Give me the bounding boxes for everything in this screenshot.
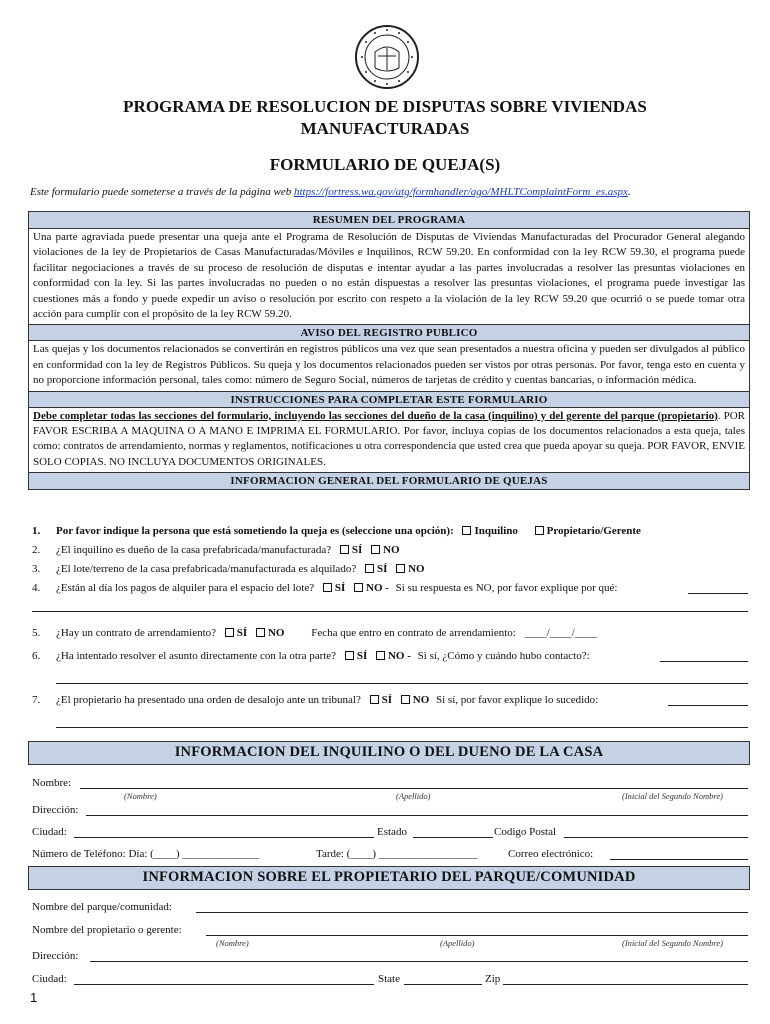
sub-nombre-prop: (Nombre) [216, 938, 249, 948]
question-2: 2. ¿El inquilino es dueño de la casa prefabricada/manufacturada? SÍ NO [32, 544, 400, 556]
checkbox-q5-si[interactable] [225, 628, 234, 637]
checkbox-q6-si[interactable] [345, 651, 354, 660]
propietario-label: Nombre del propietario o gerente: [32, 924, 182, 936]
direccion-prop-label: Dirección: [32, 950, 79, 962]
question-3: 3. ¿El lote/terreno de la casa prefabricada/manufacturada es alquilado? SÍ NO [32, 563, 425, 575]
sub-apellido-prop: (Apellido) [440, 938, 475, 948]
page-title-line1: PROGRAMA DE RESOLUCION DE DISPUTAS SOBRE VIVIENDAS [123, 97, 647, 116]
correo-label: Correo electrónico: [508, 848, 594, 860]
instrucciones-text: Debe completar todas las secciones del formulario, incluyendo las secciones del dueño de la casa (inquilino) y del gerente del parque (propietario). POR FAVOR ESCRIBA A MAQUINA O A MANO E IMPRIMA EL FORMULARIO. Por favor, incluya copias de los documentos relacionados a esta queja, tales como: contratos de arrendamiento, normas y reglamentos, notificaciones u otra correspondencia que usted crea que pueda apoyar su queja. POR FAVOR, ENVIE SOLO COPIAS. NO INCLUYA DOCUMENTOS ORIGINALES. [33, 409, 745, 468]
estado-input-line[interactable] [413, 837, 493, 838]
checkbox-q2-si[interactable] [340, 545, 349, 554]
propietario-input-line[interactable] [206, 935, 748, 936]
checkbox-propietario[interactable] [535, 526, 544, 535]
checkbox-q3-si[interactable] [365, 564, 374, 573]
aviso-heading: AVISO DEL REGISTRO PUBLICO [29, 324, 749, 341]
sub-apellido: (Apellido) [396, 791, 431, 801]
codigo-input-line[interactable] [564, 837, 748, 838]
checkbox-q2-no[interactable] [371, 545, 380, 554]
telefono-dia: Número de Teléfono: Día: (____) ______________ [32, 848, 260, 860]
resumen-heading: RESUMEN DEL PROGRAMA [29, 212, 749, 229]
checkbox-q7-si[interactable] [370, 695, 379, 704]
sub-nombre: (Nombre) [124, 791, 157, 801]
general-heading: INFORMACION GENERAL DEL FORMULARIO DE QUEJAS [29, 472, 749, 489]
checkbox-q5-no[interactable] [256, 628, 265, 637]
direccion-label: Dirección: [32, 804, 79, 816]
direccion-prop-input-line[interactable] [90, 961, 748, 962]
intro-text: Este formulario puede someterse a través de la página web https://fortress.wa.gov/atg/formhandler/ago/MHLTComplaintForm_es.aspx. [30, 186, 631, 198]
aviso-text: Las quejas y los documentos relacionados se convertirán en registros públicos una vez que sean presentados a nuestra oficina y pueden ser divulgados al público en conformidad con la ley de Registros Públicos. Su queja y los documentos relacionados pueden ser vistos por otras personas. Por favor, tenga esto en cuenta y no proporcione información personal, tales como: número de Seguro Social, números de tarjetas de crédito y cuentas bancarias, o información médica. [33, 343, 745, 387]
checkbox-q4-no[interactable] [354, 583, 363, 592]
propietario-header: INFORMACION SOBRE EL PROPIETARIO DEL PARQUE/COMUNIDAD [28, 866, 750, 890]
estado-label: Estado [377, 826, 407, 838]
resumen-section [28, 211, 750, 490]
form-link[interactable]: https://fortress.wa.gov/atg/formhandler/ago/MHLTComplaintForm_es.aspx [293, 186, 628, 198]
checkbox-q3-no[interactable] [396, 564, 405, 573]
ciudad-prop-input-line[interactable] [74, 984, 374, 985]
attorney-general-seal-icon [354, 24, 420, 90]
state-label: State [378, 973, 400, 985]
sub-inicial-prop: (Inicial del Segundo Nombre) [622, 938, 723, 948]
parque-input-line[interactable] [196, 912, 748, 913]
q4-answer-line-2[interactable] [32, 611, 748, 612]
sub-inicial: (Inicial del Segundo Nombre) [622, 791, 723, 801]
question-1: 1. Por favor indique la persona que está sometiendo la queja es (seleccione una opción): Inquilino Propietario/Gerente [32, 525, 641, 537]
q7-answer-line-2[interactable] [56, 727, 748, 728]
resumen-text: Una parte agraviada puede presentar una queja ante el Programa de Resolución de Disputas de Viviendas Manufacturadas del Procurador General alegando violaciones de la ley de Propietarios de Casas Manufacturadas/Móviles e Inquilinos, RCW 59.20. En conformidad con la ley RCW 59.30, el programa puede facilitar negociaciones a través de su proceso de resolución de disputas e intentar ayudar a las partes involucradas a resolver las presuntas violaciones en conformidad con la ley. Si las partes involucradas no pueden o no están dispuestas a resolver las presuntas violaciones, el programa puede investigar las cuestiones más a fondo y puede expedir un aviso o resolución por escrito con respeto a la violación de la ley RCW 59.20 que ocurrió o se puede tomar otra acción para cumplir con el propósito de la ley RCW 59.20. [33, 231, 745, 321]
zip-input-line[interactable] [503, 984, 748, 985]
ciudad-label: Ciudad: [32, 826, 67, 838]
checkbox-q6-no[interactable] [376, 651, 385, 660]
question-7: 7. ¿El propietario ha presentado una orden de desalojo ante un tribunal? SÍ NO Si sí, por favor explique lo sucedido: [32, 694, 599, 706]
question-6: 6. ¿Ha intentado resolver el asunto directamente con la otra parte? SÍ NO - Si sí, ¿Cómo y cuándo hubo contacto?: [32, 650, 590, 662]
question-5: 5. ¿Hay un contrato de arrendamiento? SÍ NO Fecha que entro en contrato de arrendamiento: ____/____/____ [32, 627, 597, 639]
checkbox-q7-no[interactable] [401, 695, 410, 704]
nombre-label: Nombre: [32, 777, 72, 789]
ciudad-prop-label: Ciudad: [32, 973, 67, 985]
ciudad-input-line[interactable] [74, 837, 374, 838]
zip-label: Zip [485, 973, 501, 985]
q4-answer-line[interactable] [688, 593, 748, 594]
checkbox-q4-si[interactable] [323, 583, 332, 592]
q6-answer-line[interactable] [660, 661, 748, 662]
inquilino-header: INFORMACION DEL INQUILINO O DEL DUENO DE LA CASA [28, 741, 750, 765]
telefono-tarde: Tarde: (____) __________________ [316, 848, 478, 860]
nombre-input-line[interactable] [80, 788, 748, 789]
direccion-input-line[interactable] [86, 815, 748, 816]
state-input-line[interactable] [404, 984, 482, 985]
parque-label: Nombre del parque/comunidad: [32, 901, 172, 913]
form-title: FORMULARIO DE QUEJA(S) [269, 155, 501, 174]
checkbox-inquilino[interactable] [462, 526, 471, 535]
q7-answer-line[interactable] [668, 705, 748, 706]
page-number: 1 [30, 990, 38, 1005]
page-title-line2: MANUFACTURADAS [300, 119, 470, 138]
correo-input-line[interactable] [610, 859, 748, 860]
q6-answer-line-2[interactable] [56, 683, 748, 684]
question-4: 4. ¿Están al día los pagos de alquiler para el espacio del lote? SÍ NO - Si su respuesta es NO, por favor explique por qué: [32, 582, 618, 594]
instrucciones-heading: INSTRUCCIONES PARA COMPLETAR ESTE FORMULARIO [29, 391, 749, 408]
codigo-label: Codigo Postal [494, 826, 557, 838]
